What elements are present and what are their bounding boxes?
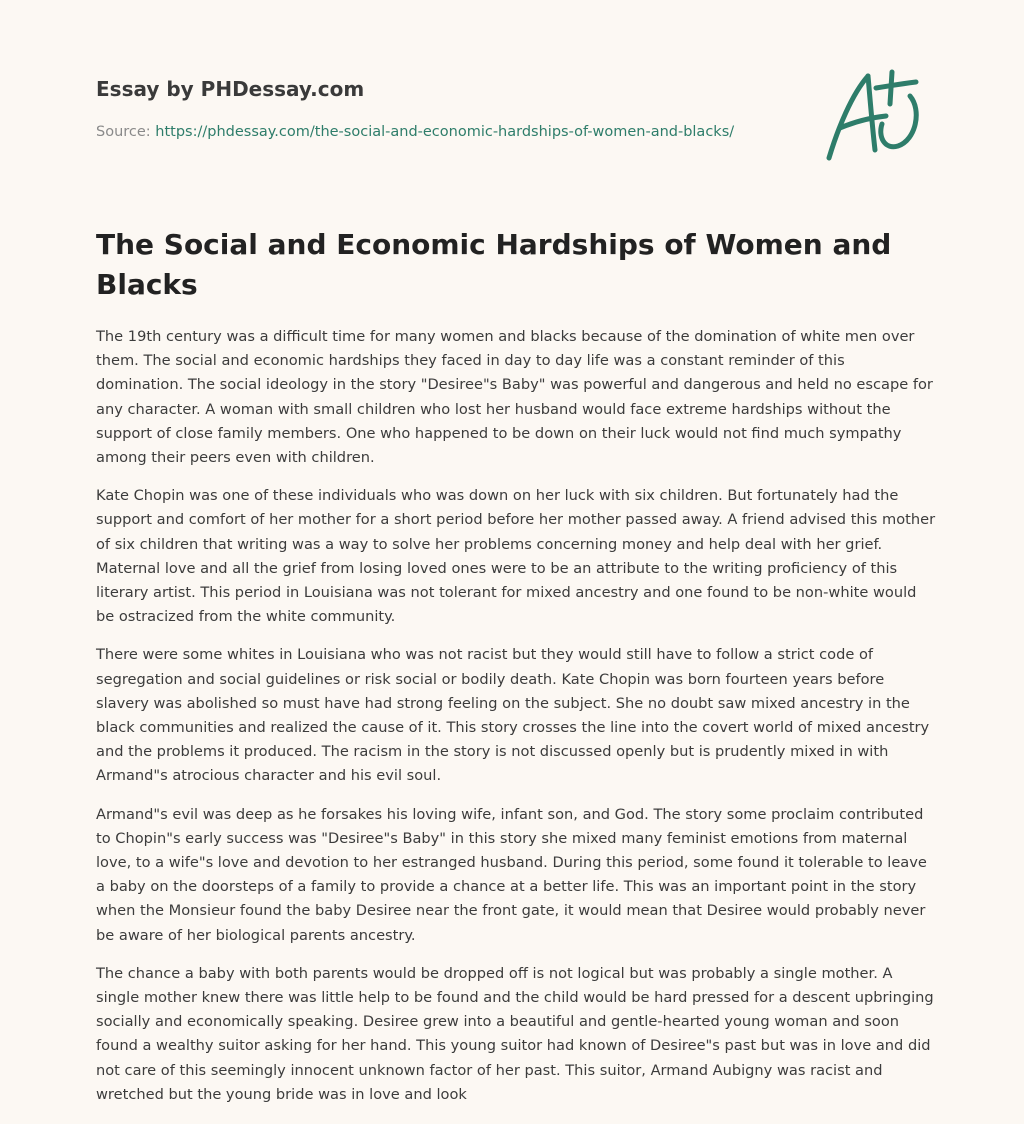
site-title: Essay by PHDessay.com bbox=[96, 77, 365, 101]
essay-body bbox=[96, 325, 936, 1121]
source-link[interactable]: https://phdessay.com/the-social-and-economic-hardships-of-women-and-blacks/ bbox=[155, 124, 735, 140]
source-label: Source: bbox=[96, 124, 156, 140]
source-line bbox=[96, 124, 734, 140]
essay-paragraph: Armand"s evil was deep as he forsakes his loving wife, infant son, and God. The story some proclaim contributed to Chopin"s early success was "Desiree"s Baby" in this story she mixed many feminist emotions from maternal love, to a wife"s love and devotion to her estranged husband. During this period, some found it tolerable to leave a baby on the doorsteps of a family to provide a chance at a better life. This was an important point in the story when the Monsieur found the baby Desiree near the front gate, it would mean that Desiree would probably never be aware of her biological parents ancestry. bbox=[96, 805, 927, 944]
essay-paragraph: The chance a baby with both parents would be dropped off is not logical but was probably a single mother. A single mother knew there was little help to be found and the child would be hard pressed for a descent upbringing socially and economically speaking. Desiree grew into a beautiful and gentle-hearted young woman and soon found a wealthy suitor asking for her hand. This young suitor had known of Desiree"s past but was in love and did not care of this seemingly innocent unknown factor of her past. This suitor, Armand Aubigny was racist and wretched but the young bride was in love and look bbox=[96, 964, 934, 1103]
essay-paragraph: Kate Chopin was one of these individuals who was down on her luck with six children. But fortunately had the support and comfort of her mother for a short period before her mother passed away. A friend advised this mother of six children that writing was a way to solve her problems concerning money and help deal with her grief. Maternal love and all the grief from losing loved ones were to be an attribute to the writing proficiency of this literary artist. This period in Louisiana was not tolerant for mixed ancestry and one found to be non-white would be ostracized from the white community. bbox=[96, 487, 936, 626]
essay-paragraph: The 19th century was a difficult time for many women and blacks because of the domination of white men over them. The social and economic hardships they faced in day to day life was a constant reminder of this domination. The social ideology in the story "Desiree"s Baby" was powerful and dangerous and held no escape for any character. A woman with small children who lost her husband would face extreme hardships without the support of close family members. One who happened to be down on their luck would not find much sympathy among their peers even with children. bbox=[96, 328, 933, 467]
essay-title: The Social and Economic Hardships of Women and Blacks bbox=[96, 228, 892, 301]
a-plus-logo-icon bbox=[820, 66, 932, 166]
essay-paragraph: There were some whites in Louisiana who was not racist but they would still have to follow a strict code of segregation and social guidelines or risk social or bodily death. Kate Chopin was born fourteen years before slavery was abolished so must have had strong feeling on the subject. She no doubt saw mixed ancestry in the black communities and realized the cause of it. This story crosses the line into the covert world of mixed ancestry and the problems it produced. The racism in the story is not discussed openly but is prudently mixed in with Armand"s atrocious character and his evil soul. bbox=[96, 646, 930, 785]
